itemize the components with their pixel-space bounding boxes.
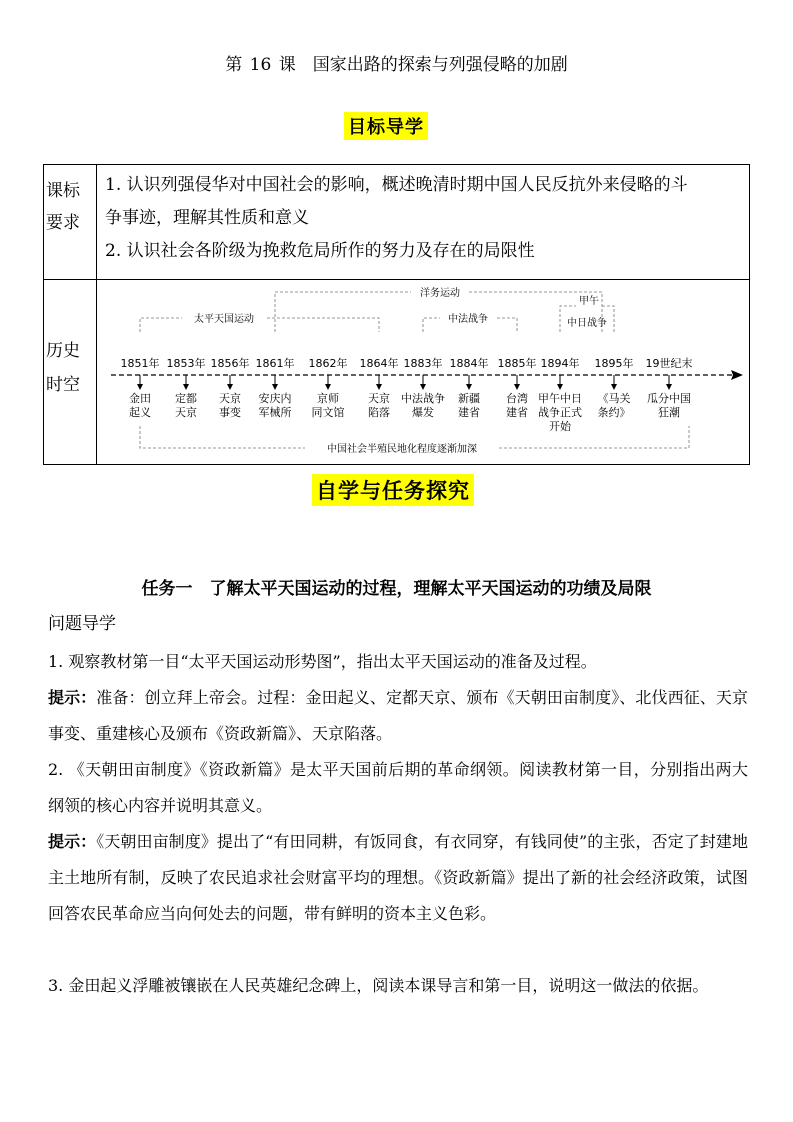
standards-content [97,165,750,280]
timeline-year: 1885年 [497,357,537,370]
timeline-tick-arrow-icon [611,384,617,390]
timeline-year: 1862年 [308,357,348,370]
timeline-year: 1864年 [359,357,399,370]
section-banner-goals: 目标导学 [344,112,428,140]
timeline-tick-arrow-icon [514,384,520,390]
timeline-event-label: 金田 [129,392,151,405]
timeline-event-label: 建省 [458,406,480,419]
timeline-event-label: 天京 [219,392,241,405]
row-label-standards: 课标 要求 [44,165,97,280]
timeline-tick-arrow-icon [466,384,472,390]
bracket-label-bottom: 中国社会半殖民地化程度逐渐加深 [327,444,477,455]
timeline-year: 1895年 [594,357,634,370]
timeline-year: 1884年 [449,357,489,370]
timeline-event-label: 定都 [175,392,197,405]
timeline-tick-arrow-icon [557,384,563,390]
standards-line: 争事迹，理解其性质和意义 [105,208,309,228]
timeline-event-label: 安庆内 [258,392,292,405]
timeline-cell [97,280,750,465]
timeline-tick-arrow-icon [420,384,426,390]
timeline-tick-arrow-icon [137,384,143,390]
bracket-label-yangwu: 洋务运动 [420,288,460,299]
timeline-event-label: 狂潮 [658,406,680,419]
timeline-event-label: 爆发 [412,406,434,419]
bracket-label-taiping: 太平天国运动 [194,314,254,325]
paragraph: 2. 《天朝田亩制度》《资政新篇》是太平天国前后期的革命纲领。阅读教材第一目，分别指出两大纲领的核心内容并说明其意义。 [48,760,748,815]
timeline-tick-arrow-icon [376,384,382,390]
timeline-tick-arrow-icon [227,384,233,390]
timeline-event-label: 《马关 [597,392,631,405]
timeline-event-label: 建省 [506,406,528,419]
timeline-event-label: 甲午中日 [538,392,582,405]
timeline-year: 1853年 [166,357,206,370]
bracket-label-sinojapanese-2: 中日战争 [567,318,607,329]
hint-label: 提示： [48,832,97,851]
timeline-year: 1883年 [403,357,443,370]
timeline-event-label: 陷落 [368,406,390,419]
timeline-year: 1861年 [255,357,295,370]
paragraph: 提示：《天朝田亩制度》提出了“有田同耕，有饭同食，有衣同穿，有钱同使”的主张，否定了封建地主土地所有制，反映了农民追求社会财富平均的理想。《资政新篇》提出了新的社会经济政策，试图回答农民革命应当向何处去的问题，带有鲜明的资本主义色彩。 [48,832,748,923]
section-banner-self-study: 自学与任务探究 [312,474,474,506]
hint-label: 提示： [48,688,97,707]
timeline-event-label: 天京 [368,392,390,405]
page-title: 第 16 课 国家出路的探索与列强侵略的加剧 [225,55,568,75]
timeline-event-label: 天京 [175,406,197,419]
standards-line: 2. 认识社会各阶级为挽救危局所作的努力及存在的局限性 [105,241,535,261]
timeline-event-label: 军械所 [258,406,292,419]
timeline-year: 1894年 [540,357,580,370]
timeline-event-label: 开始 [549,420,571,433]
goals-table [43,164,750,465]
paragraph: 提示：准备：创立拜上帝会。过程：金田起义、定都天京、颁布《天朝田亩制度》、北伐西征、天京事变、重建核心及颁布《资政新篇》、天京陷落。 [48,688,748,743]
timeline-event-label: 京师 [317,392,339,405]
timeline-tick-arrow-icon [325,384,331,390]
timeline-event-label: 新疆 [458,392,480,405]
timeline-event-label: 同文馆 [311,406,345,419]
timeline-event-label: 起义 [129,406,151,419]
timeline-year: 1851年 [120,357,160,370]
task-title: 任务一 了解太平天国运动的过程，理解太平天国运动的功绩及局限 [141,579,652,599]
timeline-tick-arrow-icon [272,384,278,390]
timeline-tick-arrow-icon [183,384,189,390]
bracket-label-sinojapanese: 甲午 [579,296,599,307]
timeline-event-label: 台湾 [506,392,528,405]
history-timeline [97,280,752,464]
timeline-event-label: 战争正式 [538,406,582,419]
timeline-tick-arrow-icon [666,384,672,390]
timeline-year: 19世纪末 [645,357,693,370]
paragraph: 1. 观察教材第一目“太平天国运动形势图”，指出太平天国运动的准备及过程。 [48,652,597,671]
bracket-label-sinofrench: 中法战争 [448,314,488,325]
question-guide-heading: 问题导学 [48,614,116,634]
paragraph: 3. 金田起义浮雕被镶嵌在人民英雄纪念碑上，阅读本课导言和第一目，说明这一做法的依据。 [48,976,709,995]
row-label-timeline: 历史 时空 [44,280,97,465]
timeline-event-label: 事变 [219,406,241,419]
timeline-event-label: 中法战争 [401,392,445,405]
timeline-arrow-icon [731,370,743,380]
standards-line: 1. 认识列强侵华对中国社会的影响，概述晚清时期中国人民反抗外来侵略的斗 [105,175,688,195]
timeline-event-label: 条约》 [597,406,631,419]
timeline-year: 1856年 [210,357,250,370]
timeline-event-label: 瓜分中国 [647,392,691,405]
